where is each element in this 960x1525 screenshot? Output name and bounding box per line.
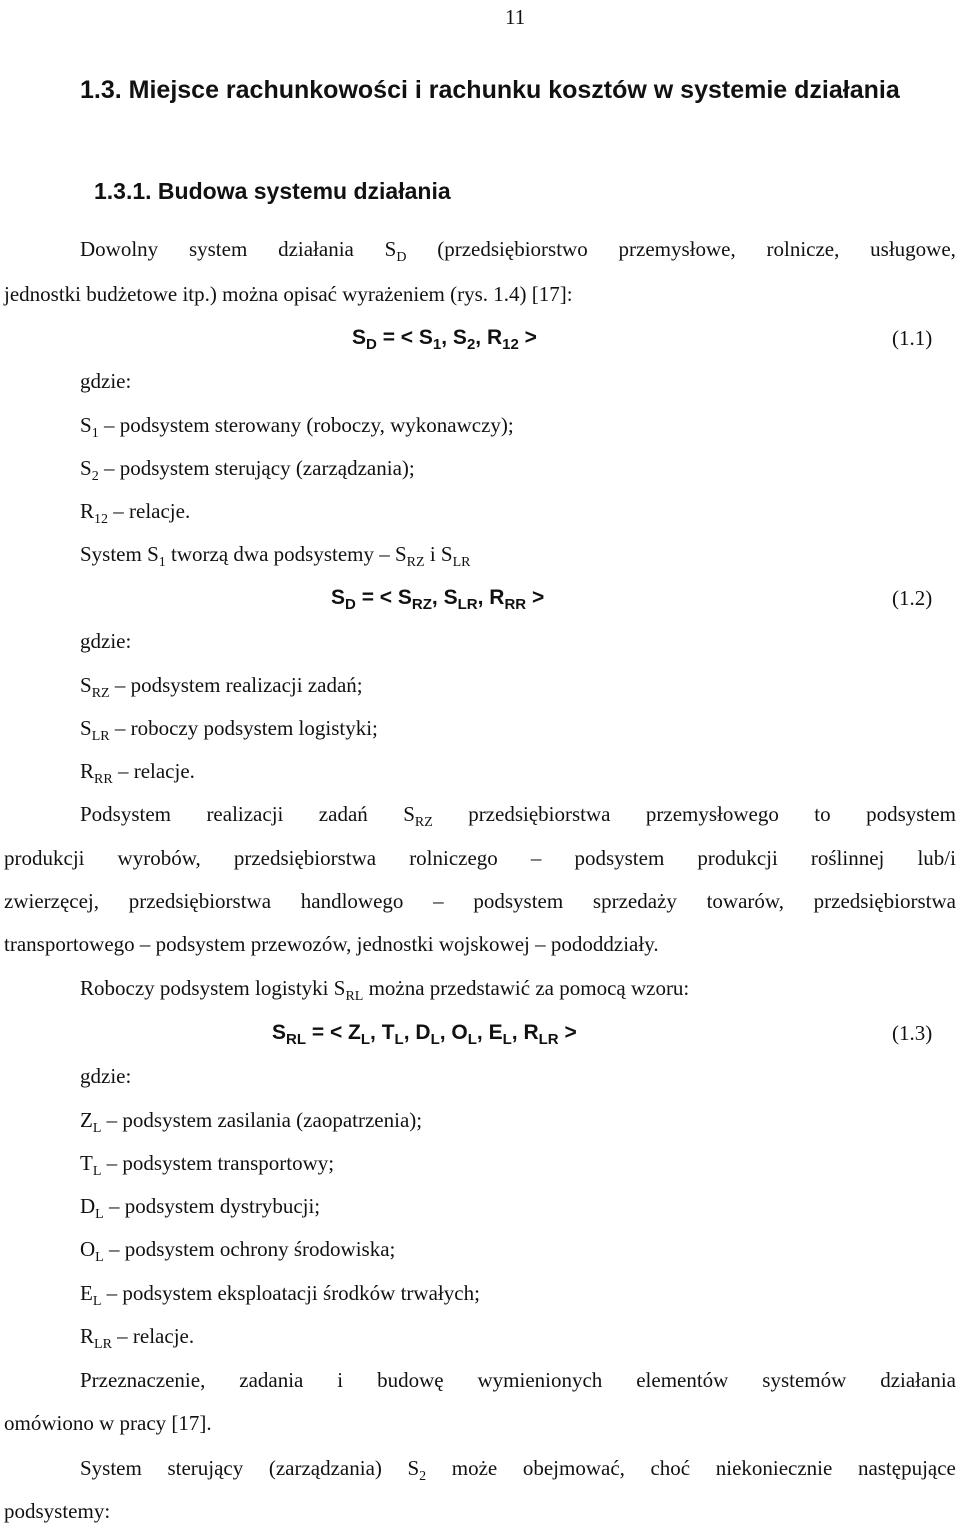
word: działania xyxy=(278,237,354,261)
word: może xyxy=(451,1456,498,1480)
section-heading: 1.3. Miejsce rachunkowości i rachunku kosztów w systemie działania xyxy=(80,76,900,104)
symbol: $S_2$ xyxy=(407,1456,427,1484)
word: sterujący xyxy=(167,1456,244,1480)
definition-srz: $S_{RZ}$ – podsystem realizacji zadań; xyxy=(80,673,363,701)
paragraph-4-line-2: omówiono w pracy [17]. xyxy=(4,1411,212,1435)
word: (przedsiębiorstwo xyxy=(437,237,588,261)
definition-ol: $O_L$ – podsystem ochrony środowiska; xyxy=(80,1237,396,1265)
definition-s2: $S_2$ – podsystem sterujący (zarządzania); xyxy=(80,456,415,484)
definition-r12: $R_{12}$ – relacje. xyxy=(80,499,191,527)
paragraph-3: Roboczy podsystem logistyki $S_{RL}$ można przedstawić za pomocą wzoru: xyxy=(80,976,690,1004)
word: produkcji xyxy=(697,846,778,870)
paragraph-1-line-1 xyxy=(80,236,956,265)
word: Przeznaczenie, xyxy=(80,1368,206,1392)
definition-tl: $T_L$ – podsystem transportowy; xyxy=(80,1151,335,1179)
subsection-heading: 1.3.1. Budowa systemu działania xyxy=(94,178,451,204)
word: działania xyxy=(880,1368,956,1392)
word: – xyxy=(530,846,542,870)
definition-dl: $D_L$ – podsystem dystrybucji; xyxy=(80,1194,321,1222)
symbol: $S_{RZ}$ xyxy=(403,802,433,830)
word: lub/i xyxy=(917,846,956,870)
word: przedsiębiorstwa xyxy=(233,846,377,870)
word: przedsiębiorstwa xyxy=(813,889,956,913)
word: produkcji xyxy=(4,846,85,870)
word: przedsiębiorstwa xyxy=(468,802,611,826)
equation-number-1-2: (1.2) xyxy=(892,586,933,610)
word: niekoniecznie xyxy=(715,1456,833,1480)
word: usługowe, xyxy=(870,237,956,261)
word: Podsystem xyxy=(80,802,172,826)
word: sprzedaży xyxy=(592,889,677,913)
paragraph-5-line-2: podsystemy: xyxy=(4,1499,111,1523)
equation-1-1: $S_D$ = < $S_1$, $S_2$, $R_{12}$ > xyxy=(352,326,537,353)
where-label-3: gdzie: xyxy=(80,1064,132,1088)
word: podsystem xyxy=(866,802,956,826)
word: handlowego xyxy=(300,889,404,913)
word: budowę xyxy=(377,1368,444,1392)
word: zwierzęcej, xyxy=(4,889,100,913)
word: to xyxy=(814,802,831,826)
paragraph-2-line-2 xyxy=(4,845,956,871)
word: wymienionych xyxy=(477,1368,603,1392)
word: towarów, xyxy=(706,889,784,913)
definition-el: $E_L$ – podsystem eksploatacji środków trwałych; xyxy=(80,1281,480,1309)
definition-rrr: $R_{RR}$ – relacje. xyxy=(80,759,195,787)
definition-rlr: $R_{LR}$ – relacje. xyxy=(80,1324,195,1352)
word: realizacji xyxy=(206,802,284,826)
paragraph-2-line-4: transportowego – podsystem przewozów, jednostki wojskowej – pododdziały. xyxy=(4,932,659,956)
page-number: 11 xyxy=(505,5,526,29)
word: System xyxy=(80,1456,142,1480)
where-label-1: gdzie: xyxy=(80,369,132,393)
definition-slr: $S_{LR}$ – roboczy podsystem logistyki; xyxy=(80,716,378,744)
word: podsystem xyxy=(473,889,564,913)
system-s1-line: System $S_1$ tworzą dwa podsystemy – $S_{RZ}$ i $S_{LR}$ xyxy=(80,542,471,570)
word: przemysłowe, xyxy=(618,237,736,261)
word: zadania xyxy=(239,1368,304,1392)
word: i xyxy=(337,1368,344,1392)
word: elementów xyxy=(636,1368,729,1392)
word: systemów xyxy=(762,1368,847,1392)
word: – xyxy=(433,889,444,913)
paragraph-5-line-1 xyxy=(80,1455,956,1484)
equation-number-1-1: (1.1) xyxy=(892,326,933,350)
word: roślinnej xyxy=(810,846,885,870)
definition-s1: $S_1$ – podsystem sterowany (roboczy, wykonawczy); xyxy=(80,413,514,441)
where-label-2: gdzie: xyxy=(80,629,132,653)
word: rolniczego xyxy=(409,846,498,870)
word: przedsiębiorstwa xyxy=(128,889,272,913)
word: Dowolny xyxy=(80,237,159,261)
paragraph-1-line-2: jednostki budżetowe itp.) można opisać wyrażeniem (rys. 1.4) [17]: xyxy=(4,282,573,306)
word: zadań xyxy=(318,802,368,826)
equation-number-1-3: (1.3) xyxy=(892,1021,933,1045)
word: podsystem xyxy=(574,846,665,870)
word: następujące xyxy=(857,1456,956,1480)
word: system xyxy=(188,237,248,261)
word: wyrobów, xyxy=(117,846,201,870)
equation-1-2: $S_D$ = < $S_{RZ}$, $S_{LR}$, $R_{RR}$ > xyxy=(331,586,545,613)
definition-zl: $Z_L$ – podsystem zasilania (zaopatrzenia); xyxy=(80,1108,423,1136)
word: przemysłowego xyxy=(645,802,779,826)
word: rolnicze, xyxy=(766,237,840,261)
word: (zarządzania) xyxy=(268,1456,382,1480)
paragraph-2-line-3 xyxy=(4,888,956,914)
symbol: $S_D$ xyxy=(384,237,407,265)
paragraph-2-line-1 xyxy=(80,801,956,830)
equation-1-3: $S_{RL}$ = < $Z_L$, $T_L$, $D_L$, $O_L$, $E_L$, $R_{LR}$ > xyxy=(272,1021,577,1048)
paragraph-4-line-1 xyxy=(80,1367,956,1393)
word: obejmować, xyxy=(522,1456,625,1480)
word: choć xyxy=(650,1456,691,1480)
